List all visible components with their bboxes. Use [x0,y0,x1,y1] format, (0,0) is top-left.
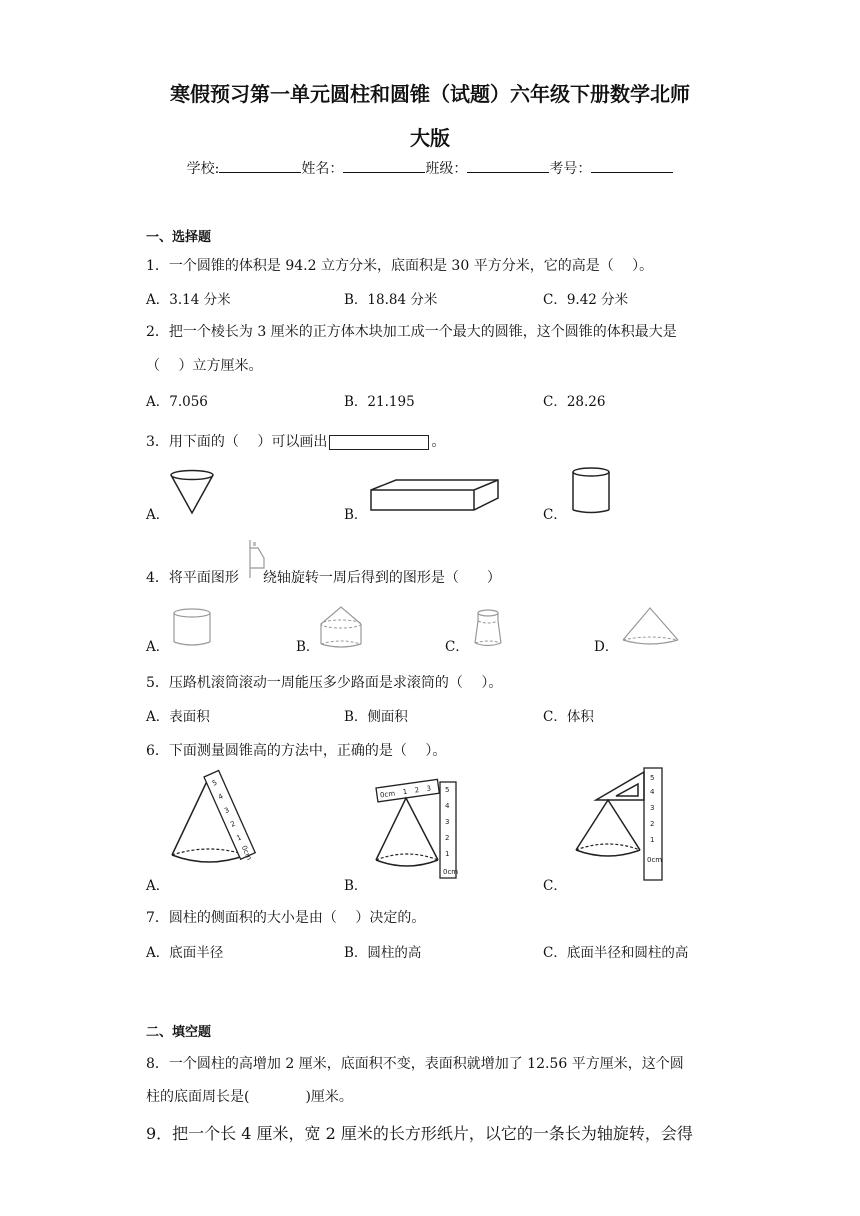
plane-figure-icon [246,538,272,580]
ruler-b-top-tick: 1 [402,787,408,797]
ruler-a-tick: 3 [223,806,231,816]
cuboid-figure [368,478,502,514]
ruler-b-top-tick: 2 [414,786,420,795]
question-1: 1．一个圆锥的体积是 94.2 立方分米，底面积是 30 平方分米，它的高是（ ）。 [146,258,654,274]
q3-text: 3．用下面的（ ）可以画出 [146,434,328,450]
exam-no-label: 考号： [549,161,592,177]
cylinder-figure [570,466,614,516]
q2-option-b[interactable]: B．21.195 [344,394,415,410]
ruler-b-top-tick: 3 [426,784,432,793]
cone-measure-figure-a [168,775,278,875]
cone-option-figure [620,606,682,648]
question-2: 2．把一个棱长为 3 厘米的正方体木块加工成一个最大的圆锥，这个圆锥的体积最大是 [146,324,677,340]
ruler-a-tick: 0cm [239,844,254,862]
q4-option-c[interactable]: C． [445,639,469,655]
q2-option-a[interactable]: A．7.056 [146,394,208,410]
q6-option-c[interactable]: C． [543,878,567,894]
cone-on-cylinder-figure [318,604,366,650]
name-blank[interactable] [343,158,425,173]
q4-option-b[interactable]: B． [296,639,320,655]
ruler-c-tick: 3 [650,804,655,812]
rectangle-figure [329,435,429,450]
ruler-c-tick: 4 [650,788,655,796]
ruler-c-tick: 0cm [647,856,663,864]
question-9: 9．把一个长 4 厘米，宽 2 厘米的长方形纸片，以它的一条长为轴旋转，会得 [146,1124,693,1143]
ruler-b-side-tick: 3 [445,818,450,826]
q5-option-c[interactable]: C．体积 [543,709,594,725]
question-6: 6．下面测量圆锥高的方法中，正确的是（ ）。 [146,743,447,759]
ruler-b-top-tick: 0cm [379,789,396,800]
cylinder-option-figure [171,606,215,650]
q3-option-c[interactable]: C． [543,507,567,523]
school-blank[interactable] [219,158,301,173]
class-blank[interactable] [467,158,549,173]
cone-measure-figure-c [570,766,670,884]
ruler-c-tick: 5 [650,774,655,782]
q3-option-a[interactable]: A． [146,507,170,523]
q6-option-a[interactable]: A． [146,878,170,894]
q5-option-b[interactable]: B．侧面积 [344,709,408,725]
frustum-figure [472,607,506,651]
q1-option-a[interactable]: A．3.14 分米 [146,292,231,308]
ruler-b-side-tick: 5 [445,786,450,794]
ruler-b-side-tick: 4 [445,802,450,810]
ruler-a-tick: 4 [217,792,225,802]
ruler-a-tick: 2 [229,819,237,829]
ruler-c-tick: 2 [650,820,655,828]
q4-option-d[interactable]: D． [594,639,619,655]
question-3 [146,431,445,451]
class-label: 班级： [425,161,468,177]
q4-text-end: 绕轴旋转一周后得到的图形是（ ） [262,570,501,586]
q1-option-c[interactable]: C．9.42 分米 [543,292,629,308]
q1-option-b[interactable]: B．18.84 分米 [344,292,438,308]
student-info-line [0,158,860,178]
question-8: 8．一个圆柱的高增加 2 厘米，底面积不变，表面积就增加了 12.56 平方厘米，这个圆 [146,1056,684,1072]
ruler-b-side-tick: 1 [445,850,450,858]
ruler-b-side-tick: 0cm [443,868,459,876]
exam-no-blank[interactable] [591,158,673,173]
q3-option-b[interactable]: B． [344,507,368,523]
school-label: 学校: [186,161,220,177]
ruler-c-tick: 1 [650,836,655,844]
question-7: 7．圆柱的侧面积的大小是由（ ）决定的。 [146,910,426,926]
question-4 [146,567,501,587]
q2-option-c[interactable]: C．28.26 [543,394,606,410]
cone-measure-figure-b [370,776,462,880]
ruler-a-tick: 1 [235,833,243,843]
section-heading-choice: 一、选择题 [146,230,212,245]
q7-option-b[interactable]: B．圆柱的高 [344,945,422,961]
question-5: 5．压路机滚筒滚动一周能压多少路面是求滚筒的（ ）。 [146,675,503,691]
section-heading-fill: 二、填空题 [146,1025,212,1040]
q6-option-b[interactable]: B． [344,878,368,894]
q5-option-a[interactable]: A．表面积 [146,709,210,725]
page-title-continued: 大版 [410,126,450,150]
q4-option-a[interactable]: A． [146,639,170,655]
question-2-continued: （ ）立方厘米。 [146,358,263,374]
ruler-b-side-tick: 2 [445,834,450,842]
name-label: 姓名： [301,161,344,177]
cone-inverted-figure [168,468,218,518]
page-title: 寒假预习第一单元圆柱和圆锥（试题）六年级下册数学北师 [170,82,690,106]
question-8-continued: 柱的底面周长是( )厘米。 [146,1089,353,1105]
q3-text-end: 。 [431,434,446,450]
q4-text: 4．将平面图形 [146,570,239,586]
q7-option-c[interactable]: C．底面半径和圆柱的高 [543,945,689,961]
q7-option-a[interactable]: A．底面半径 [146,945,224,961]
ruler-a-tick: 5 [211,778,219,788]
